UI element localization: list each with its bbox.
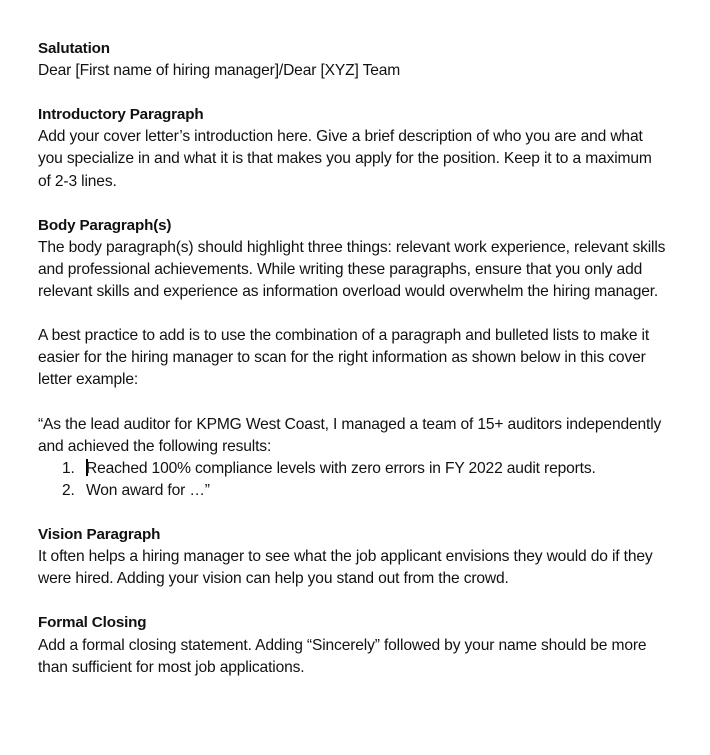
section-heading: Introductory Paragraph <box>38 106 204 124</box>
section-heading: Salutation <box>38 40 110 57</box>
list-item-text: Reached 100% compliance levels with zero errors in FY 2022 audit reports. <box>86 459 596 477</box>
list-number: 1. <box>62 459 75 477</box>
body-text-2[interactable]: A best practice to add is to use the combination of a paragraph and bulleted lists to make it easier for the hiring manager to scan for the right information as shown below in this cover letter example: <box>38 327 650 389</box>
vision-text[interactable]: It often helps a hiring manager to see what the job applicant envisions they would do if they were hired. Adding your vision can help you stand out from the crowd. <box>38 548 653 588</box>
example-quote-text[interactable]: “As the lead auditor for KPMG West Coast, I managed a team of 15+ auditors independently and achieved the following results: <box>38 415 662 455</box>
closing-text[interactable]: Add a formal closing statement. Adding “Sincerely” followed by your name should be more than sufficient for most job applications. <box>38 636 647 676</box>
section-salutation <box>38 38 668 82</box>
list-item[interactable] <box>38 480 668 502</box>
list-item[interactable] <box>38 458 668 480</box>
list-number: 2. <box>62 481 75 499</box>
section-vision-paragraph <box>38 524 668 590</box>
section-introductory-paragraph <box>38 104 668 192</box>
salutation-text[interactable]: Dear [First name of hiring manager]/Dear [XYZ] Team <box>38 62 401 80</box>
section-heading: Vision Paragraph <box>38 526 161 544</box>
section-formal-closing <box>38 612 668 678</box>
results-list <box>38 458 668 502</box>
section-heading: Body Paragraph(s) <box>38 216 172 234</box>
intro-text[interactable]: Add your cover letter’s introduction here. Give a brief description of who you are and what you specialize in and what it is that makes you apply for the position. Keep it to a maximum of 2-3 lines. <box>38 128 652 190</box>
document-body[interactable] <box>38 38 668 701</box>
list-item-text: Won award for …” <box>86 481 210 499</box>
body-text-1[interactable]: The body paragraph(s) should highlight three things: relevant work experience, relevant skills and professional achievements. While writing these paragraphs, ensure that you only add relevant skills and experience as information overload would overwhelm the hiring manager. <box>38 238 666 301</box>
section-heading: Formal Closing <box>38 614 147 632</box>
section-body-paragraphs <box>38 215 668 502</box>
